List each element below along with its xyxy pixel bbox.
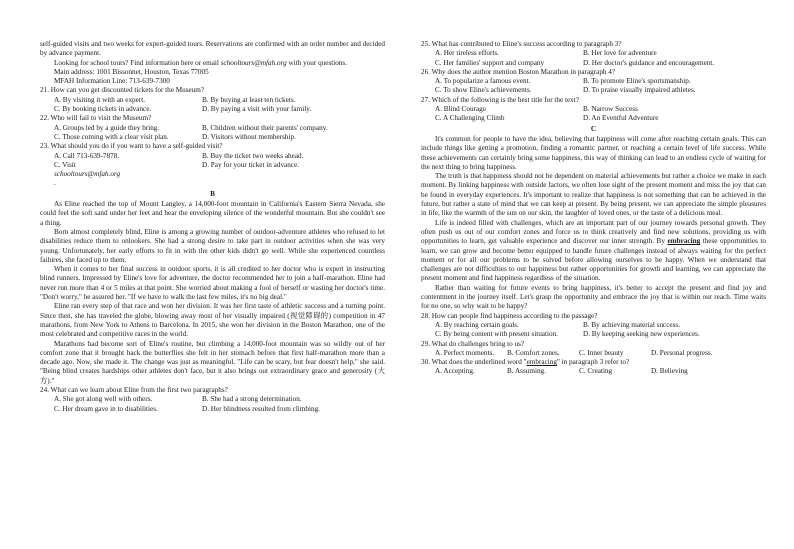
- info-phone: MFAH Information Line: 713-639-7300: [54, 77, 170, 86]
- question-27: 27. Which of the following is the best title for the text?: [421, 95, 579, 104]
- q26-options-row2: [421, 86, 766, 95]
- q26-option-d[interactable]: D. To praise visually impaired athletes.: [583, 86, 696, 95]
- q25-options-row1: [421, 49, 766, 58]
- question-21: 21. How can you get discounted tickets for the Museum?: [40, 86, 205, 95]
- q28-option-b[interactable]: B. By achieving material success.: [583, 320, 681, 329]
- q30-options: [421, 367, 766, 376]
- q22-options-row1: [40, 124, 385, 133]
- underlined-word: embracing: [667, 237, 701, 246]
- q22-option-a[interactable]: A. Groups led by a guide they bring.: [54, 123, 160, 132]
- question-26: 26. Why does the author mention Boston Marathon in paragraph 4?: [421, 67, 616, 76]
- q21-option-b[interactable]: B. By buying at least ten tickets.: [202, 95, 296, 104]
- passage-c-para-3: Life is indeed filled with challenges, which are an important part of our journey towards personal growth. They often push us out of our comfort zones and force us to think creatively and find new solutions, providing us with opportunities to learn, get valuable experience and discover our inner strength. By embracing these opportunities to learn, we can grow and become better equipped to handle future challenges instead of always waiting for the perfect moment or for all our problems to be solved before allowing ourselves to be happy. When we understand that challenges are not difficulties to our happiness but rather opportunities for growth and learning, we can appreciate the present moment and find happiness regardless of the situation.: [421, 218, 766, 283]
- passage-a-tail: self-guided visits and two weeks for expert-guided tours. Reservations are confirmed with an order number and decided by advance payment.: [40, 40, 385, 58]
- question-24: 24. What can we learn about Eline from the first two paragraphs?: [40, 385, 228, 394]
- q30-underlined-word: embracing: [526, 358, 557, 367]
- passage-b-para-1: As Eline reached the top of Mount Langley, a 14,000-foot mountain in California's Eastern Sierra Nevada, she could feel the soft sand under her feet and hear the enveloping silence of the wonderful mountain. But she couldn't see a thing.: [40, 200, 385, 227]
- q23-options-row1: [40, 152, 385, 161]
- left-column: [40, 40, 385, 414]
- q24-option-b[interactable]: B. She had a strong determination.: [202, 395, 302, 404]
- q23-options-row2: [40, 161, 385, 189]
- q24-options-row2: [40, 405, 385, 414]
- question-23: 23. What should you do if you want to have a self-guided visit?: [40, 142, 223, 151]
- q27-option-c[interactable]: C. A Challenging Climb: [435, 114, 505, 123]
- q21-option-d[interactable]: D. By paying a visit with your family.: [202, 105, 312, 114]
- q23-option-a[interactable]: A. Call 713-639-7878.: [54, 151, 120, 160]
- q24-option-a[interactable]: A. She got along well with others.: [54, 395, 153, 404]
- q27-option-a[interactable]: A. Blind Courage: [435, 105, 486, 114]
- q26-option-a[interactable]: A. To popularize a famous event.: [435, 77, 531, 86]
- q23-option-b[interactable]: B. Buy the ticket two weeks ahead.: [202, 151, 304, 160]
- q21-option-a[interactable]: A. By visiting it with an expert.: [54, 95, 146, 104]
- q27-options-row1: [421, 105, 766, 114]
- q29-options: [421, 349, 766, 358]
- right-column: [421, 40, 766, 377]
- q25-option-c[interactable]: C. Her families' support and company: [435, 58, 545, 67]
- question-29: 29. What do challenges bring to us?: [421, 339, 525, 348]
- q26-options-row1: [421, 77, 766, 86]
- school-tours-info: Looking for school tours? Find information here or email schooltours@mfah.org with your questions.: [54, 58, 348, 67]
- question-22: 22. Who will fail to visit the Museum?: [40, 114, 152, 123]
- section-c-heading: C: [590, 124, 597, 133]
- q24-options-row1: [40, 395, 385, 404]
- q22-options-row2: [40, 133, 385, 142]
- q29-option-c[interactable]: C. Inner beauty: [579, 348, 624, 357]
- q24-option-d[interactable]: D. Her blindness resulted from climbing.: [202, 404, 320, 413]
- section-b-heading: B: [210, 189, 215, 198]
- school-email-link[interactable]: schooltours@mfah.org: [220, 58, 287, 67]
- q27-option-b[interactable]: B. Narrow Success: [583, 105, 638, 114]
- q30-option-b[interactable]: B. Assuming.: [507, 367, 546, 376]
- passage-c-para-4: Rather than waiting for future events to bring happiness, it's better to accept the present and find joy and contentment in the journey itself. Let's grasp the opportunity and embrace the joy that is within our reach. Time waits for no one, so why wait to be happy?: [421, 283, 766, 311]
- q25-option-d[interactable]: D. Her doctor's guidance and encouragement.: [583, 58, 715, 67]
- q28-options-row1: [421, 321, 766, 330]
- mail-address: Main address: 1001 Bissonnet, Houston, Texas 77005: [54, 67, 209, 76]
- question-30: 30. What does the underlined word "embracing" in paragraph 3 refer to?: [421, 358, 630, 367]
- passage-b-para-4: Eline ran every step of that race and won her division. It was her first taste of athletic success and a turning point. Since then, she has traveled the globe, blowing away most of her visually impaired (视觉障碍的) competition in 47 marathons, from New York to Athens to Barcelona. In 2015, she won her division in the Boston Marathon, one of the most celebrated and competitive races in the world.: [40, 302, 385, 339]
- passage-b-para-3: When it comes to her final success in outdoor sports, it is all credited to her doctor who is expert in instructing blind runners. Impressed by Eline's love for adventure, the doctor recommended her to join a half-marathon. Eline had never run more than 4 or 5 miles at that point. She worried about making a fool of herself or wasting her doctor's time. "Don't worry," he assured her. "If we have to walk the last few miles, it's no big deal.": [40, 265, 385, 302]
- q29-option-b[interactable]: B. Comfort zones.: [507, 348, 560, 357]
- q25-option-a[interactable]: A. Her tireless efforts.: [435, 49, 499, 58]
- q22-option-d[interactable]: D. Visitors without membership.: [202, 132, 296, 141]
- q30-option-c[interactable]: C. Creating: [579, 367, 613, 376]
- q24-option-c[interactable]: C. Her dream gave in to disabilities.: [54, 404, 158, 413]
- passage-b-para-5: Marathons had become sort of Eline's routine, but climbing a 14,000-foot mountain was so wildly out of her comfort zone that it brought back the butterflies she felt in her stomach before that first half-marathon more than a decade ago. Now, she made it. The change was just as meaningful. "Life can be scary, but fear doesn't help," she said. "Being blind creates hardships other athletes don't face, but it also brings out extraordinary grace and generosity (大方).": [40, 339, 385, 385]
- q28-option-d[interactable]: D. By keeping seeking new experiences.: [583, 330, 700, 339]
- q26-option-c[interactable]: C. To show Eline's achievements.: [435, 86, 532, 95]
- q23-option-c[interactable]: C. Visit schooltours@mfah.org .: [54, 160, 121, 188]
- q21-option-c[interactable]: C. By booking tickets in advance.: [54, 105, 152, 114]
- q30-option-d[interactable]: D. Believing: [651, 367, 688, 376]
- q21-options-row2: [40, 105, 385, 114]
- q29-option-d[interactable]: D. Personal progress.: [651, 348, 713, 357]
- q28-option-c[interactable]: C. By being content with present situation.: [435, 330, 558, 339]
- q28-option-a[interactable]: A. By reaching certain goals.: [435, 320, 519, 329]
- q25-options-row2: [421, 59, 766, 68]
- question-25: 25. What has contributed to Eline's success according to paragraph 3?: [421, 40, 622, 48]
- q28-options-row2: [421, 330, 766, 339]
- passage-c-para-1: It's common for people to have the idea, believing that happiness will come after reaching certain goals. This can include things like getting a promotion, finding a romantic partner, or reaching a certain level of life success. While these achievements can certainly bring some happiness, this way of thinking can lead to an endless cycle of waiting for the next thing to bring happiness.: [421, 134, 766, 171]
- q27-options-row2: [421, 114, 766, 123]
- question-28: 28. How can people find happiness according to the passage?: [421, 311, 598, 320]
- q29-option-a[interactable]: A. Perfect moments.: [435, 348, 495, 357]
- q25-option-b[interactable]: B. Her love for adventure: [583, 49, 657, 58]
- q22-option-b[interactable]: B. Children without their parents' company.: [202, 123, 328, 132]
- q21-options-row1: [40, 96, 385, 105]
- q27-option-d[interactable]: D. An Eventful Adventure: [583, 114, 659, 123]
- q30-option-a[interactable]: A. Accepting.: [435, 367, 475, 376]
- passage-b-para-2: Born almost completely blind, Eline is among a growing number of outdoor-adventure athletes who refused to let disabilities reduce them to onlookers. She had a strong desire to take part in outdoor activities when she was very young. Unfortunately, her early efforts to fit in with the other kids didn't go well. While she experienced countless failures, she faced up to them.: [40, 227, 385, 264]
- q22-option-c[interactable]: C. Those coming with a clear visit plan.: [54, 132, 169, 141]
- passage-c-para-2: The truth is that happiness should not be dependent on material achievements but rather a choice we make in each moment. By linking happiness with outside factors, we often lose sight of the present moment and miss the joy that can be found in everyday experiences. It's important to realize that happiness is not something that can be achieved in the future, but rather a state of mind that we can keep at present. By being present, we can appreciate the simple pleasures in life, like the warmth of the sun on our skin, the laughter of loved ones, or the taste of a delicious meal.: [421, 172, 766, 218]
- q26-option-b[interactable]: B. To promote Eline's sportsmanship.: [583, 77, 691, 86]
- q23-option-d[interactable]: D. Pay for your ticket in advance.: [202, 160, 299, 169]
